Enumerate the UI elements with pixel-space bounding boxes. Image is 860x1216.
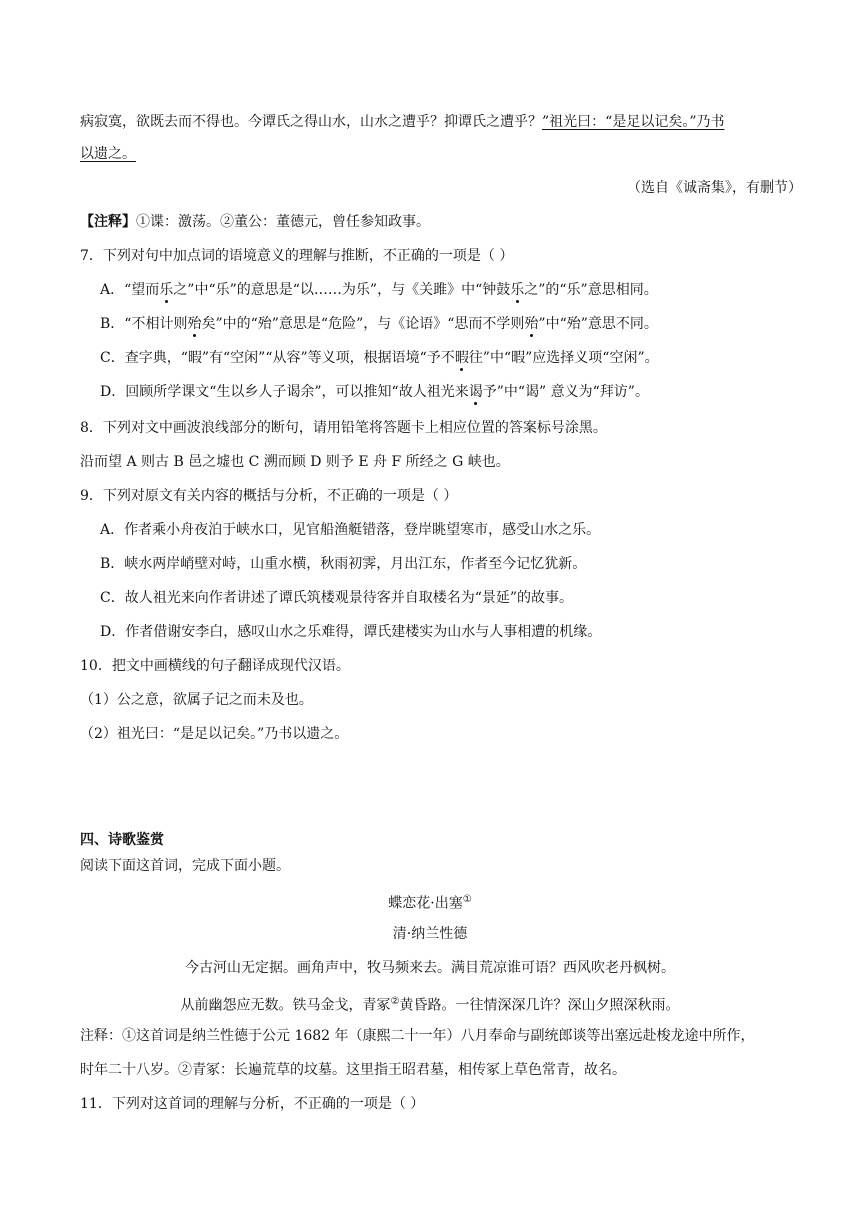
question-10-stem: 10．把文中画横线的句子翻译成现代汉语。 <box>80 658 350 674</box>
poem-title-text: 蝶恋花·出塞 <box>388 895 463 912</box>
dotted-char: 乐 <box>159 282 174 298</box>
underlined-sentence-end: 以遗之。 <box>80 146 136 162</box>
question-9-stem: 9．下列对原文有关内容的概括与分析，不正确的一项是（ ） <box>80 488 458 504</box>
annotation-label: 【注释】 <box>80 214 136 230</box>
option-text: 之”中“乐”的意思是“以……为乐”，与《关雎》中“钟鼓 <box>173 282 511 298</box>
option-text: 往”中“暇”应选择义项“空闲”。 <box>468 350 659 366</box>
passage-line-2 <box>80 144 136 164</box>
question-11-stem: 11．下列对这首词的理解与分析，不正确的一项是（ ） <box>80 1096 425 1112</box>
annotation-text: ①谍：激荡。②董公：董德元，曾任参知政事。 <box>136 214 430 230</box>
question-7-option-a <box>100 280 658 300</box>
poem-verse-1: 今古河山无定据。画角声中，牧马频来去。满目荒凉谁可语？西风吹老丹枫树。 <box>185 960 675 976</box>
dotted-char: 殆 <box>187 316 202 332</box>
question-8-stem: 8．下列对文中画波浪线部分的断句，请用铅笔将答题卡上相应位置的答案标号涂黑。 <box>80 420 607 436</box>
option-text: 矣”中的“殆”意思是“危险”，与《论语》“思而不学则 <box>201 316 525 332</box>
option-text: ”中“殆”意思不同。 <box>538 316 658 332</box>
option-text: 之”的“乐”意思相同。 <box>524 282 658 298</box>
poem-author: 清·纳兰性德 <box>392 926 468 942</box>
option-text: 予”中“谒” 意义为“拜访”。 <box>482 384 649 400</box>
poem-title <box>0 890 860 914</box>
poem-note-line-1: 注释：①这首词是纳兰性德于公元 1682 年（康熙二十一年）八月奉命与副统郎谈等出塞远赴梭龙途中所作， <box>80 1028 755 1044</box>
dotted-char: 暇 <box>454 350 469 366</box>
poem-note-line-2: 时年二十八岁。②青冢：长遍荒草的坟墓。这里指王昭君墓，相传冢上草色常青，故名。 <box>80 1062 626 1078</box>
option-text: A．“望而 <box>100 282 160 298</box>
question-9-option-b: B．峡水两岸峭壁对峙，山重水横，秋雨初霁，月出江东，作者至今记忆犹新。 <box>100 556 587 572</box>
passage-source: （选自《诚斋集》，有删节） <box>627 180 802 196</box>
option-text: C．查字典，“暇”有“空闲”“从容”等义项，根据语境“予不 <box>100 350 455 366</box>
question-9-option-d: D．作者借谢安李白，感叹山水之乐难得，谭氏建楼实为山水与人事相遭的机缘。 <box>100 624 602 640</box>
footnote-marker: ① <box>462 894 472 905</box>
question-9-option-c: C．故人祖光来向作者讲述了谭氏筑楼观景待客并自取楼名为“景延”的故事。 <box>100 590 574 606</box>
underlined-sentence: ”祖光曰：“是足以记矣。”乃书 <box>542 114 725 130</box>
dotted-char: 乐 <box>510 282 525 298</box>
annotation <box>80 212 430 232</box>
option-text: B．“不相计则 <box>100 316 188 332</box>
question-9-option-a: A．作者乘小舟夜泊于峡水口，见官船渔艇错落，登岸眺望寒市，感受山水之乐。 <box>100 522 601 538</box>
question-10-sentence-2: （2）祖光曰：“是足以记矣。”乃书以遗之。 <box>80 726 349 742</box>
passage-text: 病寂寞，欲既去而不得也。今谭氏之得山水，山水之遭乎？抑谭氏之遭乎？ <box>80 114 542 130</box>
verse-text: 从前幽怨应无数。铁马金戈，青冢 <box>180 997 391 1014</box>
section-intro: 阅读下面这首词，完成下面小题。 <box>80 858 290 874</box>
question-8-sentence: 沿而望 A 则古 B 邑之墟也 C 溯而顾 D 则予 E 舟 F 所经之 G 峡也。 <box>80 454 510 470</box>
passage-line-1 <box>80 112 724 132</box>
verse-text: 黄昏路。一往情深深几许？深山夕照深秋雨。 <box>399 997 680 1014</box>
question-7-option-b <box>100 314 658 334</box>
section-heading: 四、诗歌鉴赏 <box>80 832 164 848</box>
question-7-option-c <box>100 348 659 368</box>
question-7-option-d <box>100 382 649 402</box>
dotted-char: 谒 <box>468 384 483 400</box>
footnote-marker: ② <box>390 996 400 1007</box>
poem-verse-2 <box>0 992 860 1016</box>
dotted-char: 殆 <box>524 316 539 332</box>
question-7-stem: 7．下列对句中加点词的语境意义的理解与推断，不正确的一项是（ ） <box>80 248 514 264</box>
option-text: D．回顾所学课文“生以乡人子谒余”，可以推知“故人祖光来 <box>100 384 469 400</box>
question-10-sentence-1: （1）公之意，欲属子记之而未及也。 <box>80 692 313 708</box>
